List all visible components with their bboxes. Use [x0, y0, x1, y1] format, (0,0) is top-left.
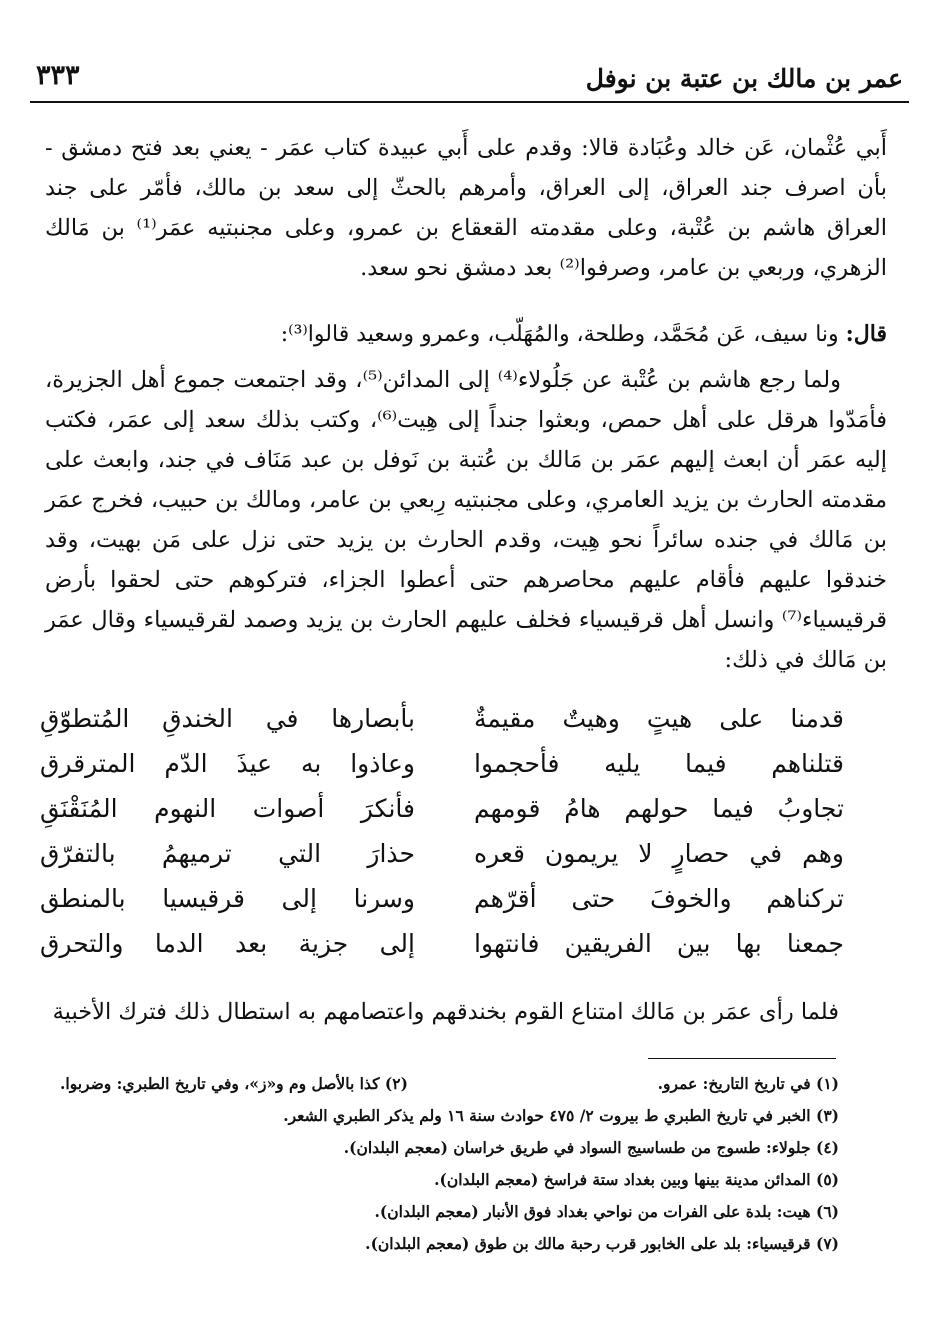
footnote-5: (٥) المدائن مدينة بينها وبين بغداد ستة فراسخ (معجم البلدان). — [434, 1170, 839, 1189]
header-rule — [30, 101, 909, 103]
verse-second-hemistich: وعاذوا به عيذَ الدّم المترقرق — [40, 749, 415, 778]
poem-verse — [40, 929, 844, 974]
poem-verse — [40, 704, 844, 749]
poem — [40, 704, 844, 974]
verse-first-hemistich: تركناهم والخوفَ حتى أقرّهم — [474, 884, 844, 913]
verse-first-hemistich: قتلناهم فيما يليه فأحجموا — [474, 749, 844, 778]
paragraph-1-text: أَبي عُثْمان، عَن خالد وعُبَادة قالا: وقدم على أَبي عبيدة كتاب عمَر - يعني بعد فتح دمشق - بأن اصرف جند العراق، إلى العراق، وأمرهم بالحثّ إلى سعد بن مالك، فأمّر على جند العراق هاشم بن عُتْبة، وعلى مقدمته القعقاع بن عمرو، وعلى مجنبتيه عمَر⁽¹⁾ بن مَالك الزهري، وربعي بن عامر، وصرفوا⁽²⁾ بعد دمشق نحو سعد. — [45, 135, 887, 281]
verse-first-hemistich: قدمنا على هيتٍ وهيتٌ مقيمةٌ — [474, 704, 844, 733]
verse-second-hemistich: إلى جزية بعد الدما والتحرق — [40, 929, 415, 958]
paragraph-3-text: ولما رجع هاشم بن عُتْبة عن جَلُولاء⁽⁴⁾ إلى المدائن⁽⁵⁾، وقد اجتمعت جموع أهل الجزيرة، فأمَدّوا هرقل على أهل حمص، وبعثوا جنداً إلى هِيت⁽⁶⁾، وكتب بذلك سعد إلى عمَر، فكتب إليه عمَر أن ابعث إليهم عمَر بن مَالك بن عُتبة بن نَوفل بن عبد مَنَاف في جند، وابعث على مقدمته الحارث بن يزيد العامري، وعلى مجنبتيه رِبعي بن عامر، ومالك بن حبيب، فخرج عمَر بن مَالك في جنده سائراً نحو هِيت، وقدم الحارث بن يزيد حتى نزل على مَن بهيت، وقد خندقوا عليهم فأقام عليهم محاصرهم حتى أعطوا الجزاء، فتركوهم حتى لحقوا بأرض قرقيسياء⁽⁷⁾ وانسل أهل قرقيسياء فخلف عليهم الحارث بن يزيد وصمد لقرقيسياء وقال عمَر بن مَالك في ذلك: — [45, 367, 887, 673]
footnote-1: (١) في تاريخ التاريخ: عمرو. — [657, 1074, 839, 1093]
footnote-7: (٧) قرقيسياء: بلد على الخابور قرب رحبة مالك بن طوق (معجم البلدان). — [365, 1234, 839, 1253]
verse-second-hemistich: حذارَ التي ترميهمُ بالتفرّق — [40, 839, 415, 868]
poem-verse — [40, 749, 844, 794]
footnote-3: (٣) الخبر في تاريخ الطبري ط بيروت ٢/ ٤٧٥ حوادث سنة ١٦ ولم يذكر الطبري الشعر. — [283, 1106, 839, 1125]
footnote-4: (٤) جلولاء: طسوج من طساسيج السواد في طريق خراسان (معجم البلدان). — [343, 1138, 839, 1157]
qala-label: قال: — [845, 321, 887, 347]
verse-second-hemistich: بأبصارها في الخندقِ المُتطوّقِ — [40, 704, 415, 733]
page-header — [30, 58, 909, 100]
paragraph-1 — [45, 128, 887, 288]
footnote-rule — [648, 1058, 836, 1059]
paragraph-2 — [45, 314, 887, 355]
verse-second-hemistich: وسرنا إلى قرقيسيا بالمنطق — [40, 884, 415, 913]
poem-verse — [40, 839, 844, 884]
footnote-2: (٢) كذا بالأصل وم و«ز»، وفي تاريخ الطبري: وضربوا. — [60, 1074, 408, 1093]
page-number: ٣٣٣ — [36, 60, 80, 91]
verse-second-hemistich: فأنكرَ أصوات النهوم المُنَقْنَقِ — [40, 794, 415, 823]
verse-first-hemistich: جمعنا بها بين الفريقين فانتهوا — [474, 929, 844, 958]
paragraph-3 — [45, 360, 887, 680]
verse-first-hemistich: تجاوبُ فيما حولهم هامُ قومهم — [474, 794, 844, 823]
footnote-row — [60, 1068, 839, 1100]
poem-verse — [40, 794, 844, 839]
paragraph-4: فلما رأى عمَر بن مَالك امتناع القوم بخندقهم واعتصامهم به استطال ذلك فترك الأخبية — [52, 999, 839, 1025]
poem-verse — [40, 884, 844, 929]
footnotes — [60, 1068, 839, 1260]
verse-first-hemistich: وهم في حصارٍ لا يريمون قعره — [474, 839, 844, 868]
footnote-6: (٦) هيت: بلدة على الفرات من نواحي بغداد فوق الأنبار (معجم البلدان). — [374, 1202, 839, 1221]
running-head: عمر بن مالك بن عتبة بن نوفل — [585, 64, 903, 93]
paragraph-2-text: ونا سيف، عَن مُحَمَّد، وطلحة، والمُهَلّب، وعمرو وسعيد قالوا⁽³⁾: — [280, 322, 839, 347]
